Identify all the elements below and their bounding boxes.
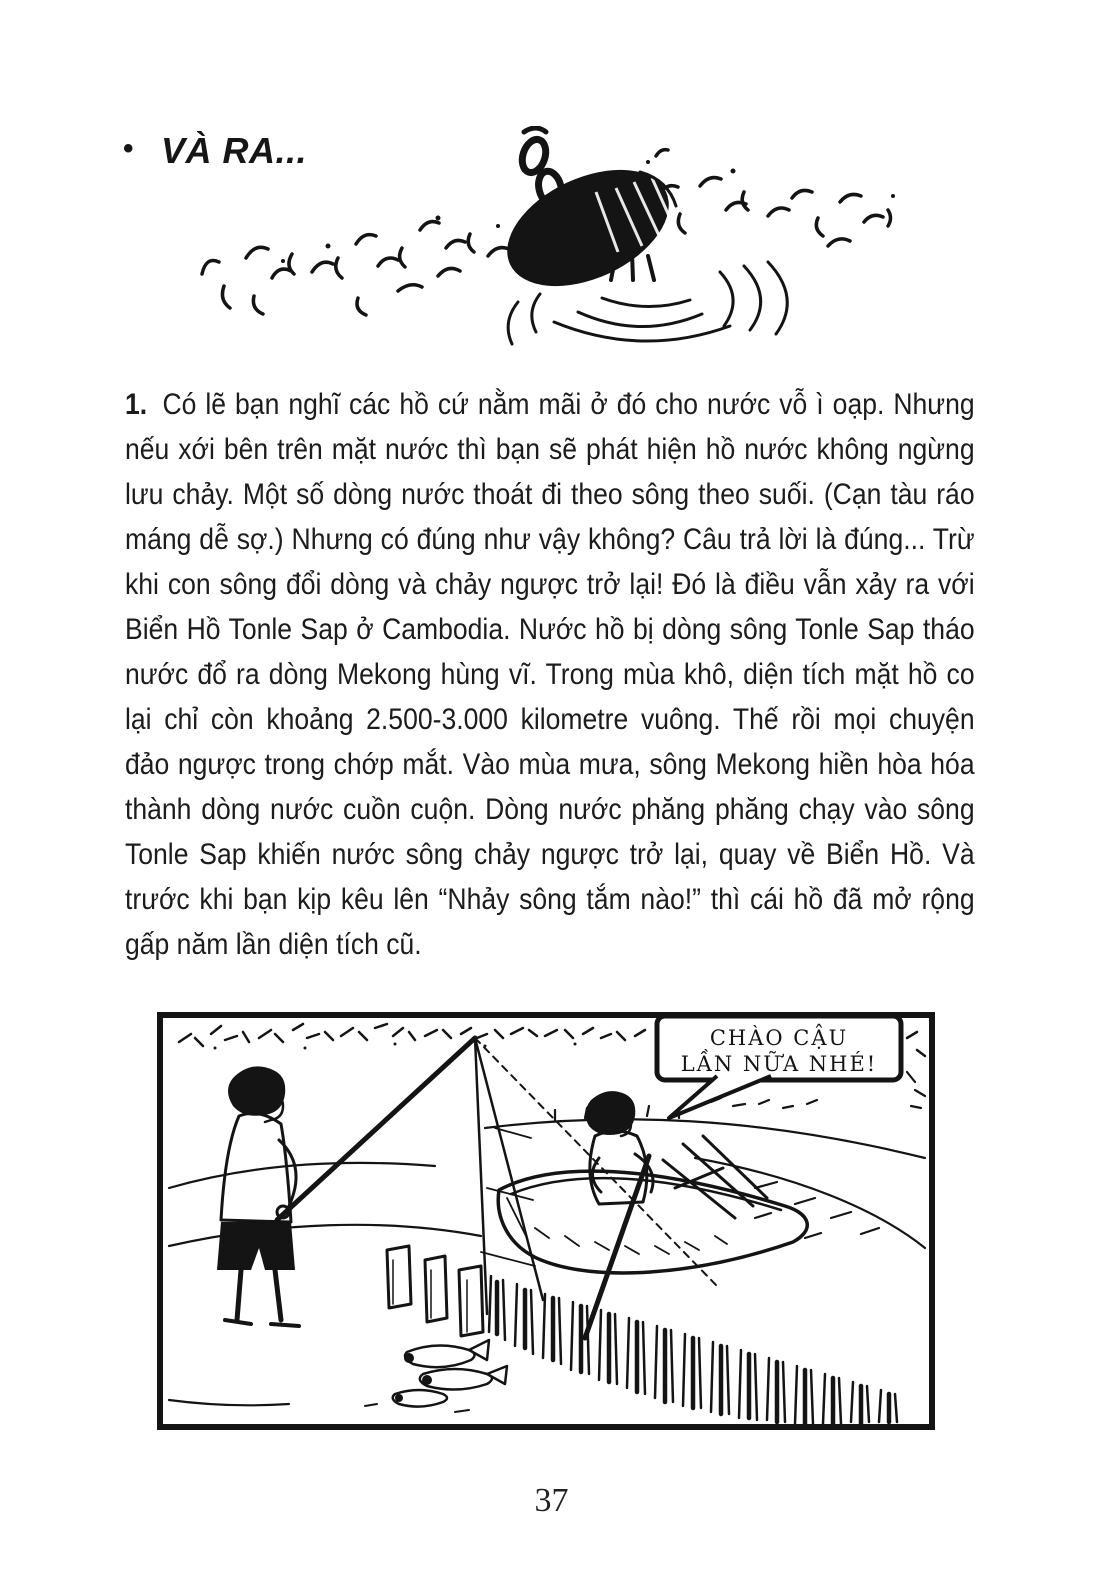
page-number: 37 (534, 1482, 569, 1519)
paragraph-number: 1. (125, 388, 148, 421)
anchor-chain (518, 128, 565, 207)
paragraph-line: lưu chảy. Một số dòng nước thoát đi theo sông theo suối. (Cạn tàu ráo (125, 478, 975, 511)
paragraph-line: đảo ngược trong chớp mắt. Vào mùa mưa, sông Mekong hiền hòa hóa (125, 748, 975, 781)
paragraph-line: thành dòng nước cuồn cuộn. Dòng nước phăng phăng chạy vào sông (125, 793, 975, 826)
paragraph (125, 382, 975, 967)
paragraph-lines (125, 427, 975, 967)
bullet-icon: • (123, 132, 135, 165)
water-splash-left (202, 212, 556, 315)
speech-bubble-line2: LẦN NỮA NHÉ! (680, 1052, 878, 1076)
paragraph-line: trước khi bạn kịp kêu lên “Nhảy sông tắm nào!” thì cái hồ đã mở rộng (125, 883, 975, 916)
water-splash-right (646, 150, 895, 246)
anchor-body (489, 146, 687, 309)
section-heading-label: VÀ RA... (161, 130, 308, 171)
fishing-cartoon-illustration (155, 1008, 937, 1434)
anchor-splash-illustration (188, 126, 903, 348)
paragraph-line: Tonle Sap khiến nước sông chảy ngược trở lại, quay về Biển Hồ. Và (125, 838, 975, 871)
paragraph-line: khi con sông đổi dòng và chảy ngược trở lại! Đó là điều vẫn xảy ra với (125, 568, 975, 601)
paragraph-line: nước đổ ra dòng Mekong hùng vĩ. Trong mùa khô, diện tích mặt hồ co (125, 658, 975, 691)
paragraph-line (125, 382, 975, 427)
paragraph-line: Biển Hồ Tonle Sap ở Cambodia. Nước hồ bị dòng sông Tonle Sap tháo (125, 613, 975, 646)
paragraph-line: máng dễ sợ.) Nhưng có đúng như vậy không? Câu trả lời là đúng... Trừ (125, 523, 975, 556)
paragraph-first-line: Có lẽ bạn nghĩ các hồ cứ nằm mãi ở đó cho nước vỗ ì oạp. Nhưng (162, 388, 975, 421)
paragraph-line: gấp năm lần diện tích cũ. (125, 928, 422, 961)
paragraph-line: lại chỉ còn khoảng 2.500-3.000 kilometre vuông. Thế rồi mọi chuyện (125, 703, 975, 736)
paragraph-line: nếu xới bên trên mặt nước thì bạn sẽ phát hiện hồ nước không ngừng (125, 433, 975, 466)
speech-bubble-line1: CHÀO CẬU (709, 1026, 849, 1050)
